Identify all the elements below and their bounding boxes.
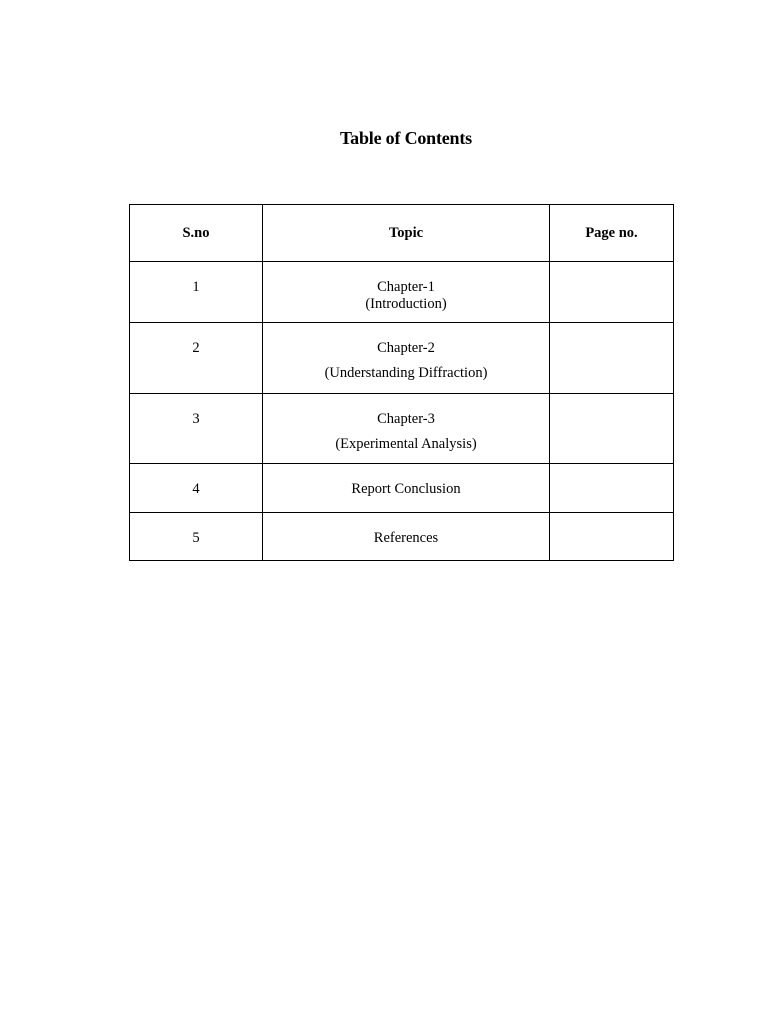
topic-subtitle: (Experimental Analysis)	[335, 436, 477, 452]
sno-text: 2	[192, 340, 200, 356]
page-cell	[550, 394, 674, 464]
sno-cell	[130, 513, 263, 561]
sno-text: 3	[192, 411, 200, 427]
page-cell	[550, 513, 674, 561]
header-topic: Topic	[263, 205, 550, 262]
topic-cell	[263, 262, 550, 323]
topic-cell	[263, 513, 550, 561]
topic-text: Chapter-2	[377, 340, 435, 356]
topic-subtitle: (Introduction)	[365, 296, 447, 312]
sno-cell	[130, 323, 263, 394]
toc-table	[129, 204, 674, 561]
table-row	[130, 262, 674, 323]
header-sno: S.no	[130, 205, 263, 262]
table-row	[130, 394, 674, 464]
sno-text: 4	[192, 481, 200, 497]
topic-text: Report Conclusion	[351, 481, 461, 497]
topic-text: Chapter-1	[377, 279, 435, 295]
sno-cell	[130, 262, 263, 323]
table-row	[130, 323, 674, 394]
topic-cell	[263, 464, 550, 513]
page-title: Table of Contents	[340, 128, 472, 148]
sno-text: 5	[192, 530, 200, 546]
topic-cell	[263, 323, 550, 394]
topic-cell	[263, 394, 550, 464]
sno-cell	[130, 464, 263, 513]
sno-cell	[130, 394, 263, 464]
table-header-row	[130, 205, 674, 262]
page-cell	[550, 262, 674, 323]
page-cell	[550, 323, 674, 394]
topic-text: Chapter-3	[377, 411, 435, 427]
table-row	[130, 513, 674, 561]
topic-subtitle: (Understanding Diffraction)	[324, 365, 488, 381]
topic-text: References	[373, 530, 439, 546]
header-page: Page no.	[550, 205, 674, 262]
page-cell	[550, 464, 674, 513]
sno-text: 1	[192, 279, 200, 295]
table-row	[130, 464, 674, 513]
